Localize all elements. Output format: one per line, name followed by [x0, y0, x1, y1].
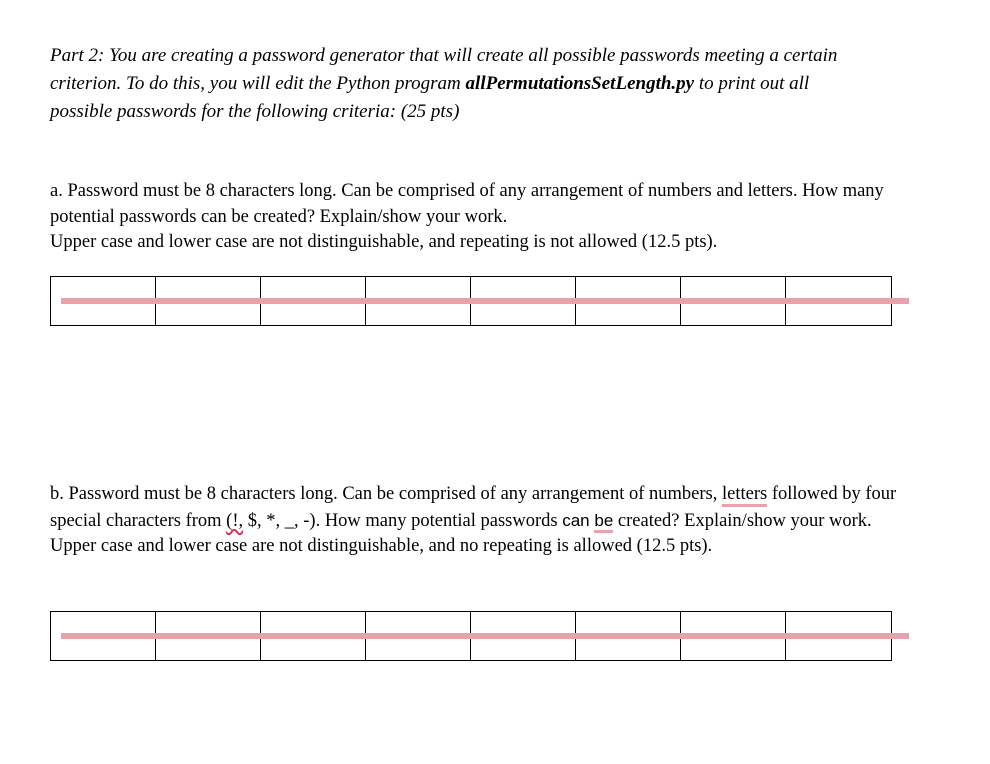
answer-cell[interactable] [51, 277, 156, 325]
answer-cell[interactable] [471, 612, 576, 660]
question-b-special-chars: (!, [226, 510, 244, 531]
answer-cell[interactable] [576, 612, 681, 660]
answer-cell[interactable] [786, 277, 891, 325]
question-a [50, 179, 908, 256]
answer-cell[interactable] [366, 612, 471, 660]
answer-cell[interactable] [156, 612, 261, 660]
program-filename: allPermutationsSetLength.py [465, 73, 695, 94]
question-b-text-3: $, *, _, -). How many potential passwords [243, 510, 563, 531]
answer-cell[interactable] [366, 277, 471, 325]
question-b-word-can: can [562, 510, 595, 530]
question-a-text-1: a. Password must be 8 characters long. Can be comprised of any arrangement of numbers and letters. How many potential passwords can be created? Explain/show your work. [50, 181, 884, 227]
question-b [50, 482, 908, 560]
intro-text-2: to print out all possible passwords for the following criteria: (25 pts) [50, 73, 810, 122]
answer-table-a [50, 276, 892, 326]
question-a-text-2: Upper case and lower case are not distinguishable, and repeating is not allowed (12.5 pts). [50, 232, 718, 252]
question-b-text-1: b. Password must be 8 characters long. Can be comprised of any arrangement of numbers, [50, 484, 722, 504]
question-b-word-be: be [594, 511, 613, 533]
answer-cell[interactable] [51, 612, 156, 660]
answer-cell[interactable] [156, 277, 261, 325]
intro-text-1: Part 2: You are creating a password generator that will create all possible passwords meeting a certain criterion. To do this, you will edit the Python program [50, 45, 838, 94]
answer-cell[interactable] [681, 612, 786, 660]
answer-cell[interactable] [261, 277, 366, 325]
answer-cell[interactable] [261, 612, 366, 660]
answer-cell[interactable] [681, 277, 786, 325]
answer-cell[interactable] [576, 277, 681, 325]
question-b-text-2: followed by four special characters from [50, 484, 897, 531]
question-b-text-4: created? Explain/show your work. Upper case and lower case are not distinguishable, and no repeating is allowed (12.5 pts). [50, 510, 872, 556]
question-b-word-letters: letters [722, 484, 767, 507]
answer-cell[interactable] [786, 612, 891, 660]
answer-table-b [50, 611, 892, 661]
answer-cell[interactable] [471, 277, 576, 325]
intro-paragraph [50, 42, 858, 126]
